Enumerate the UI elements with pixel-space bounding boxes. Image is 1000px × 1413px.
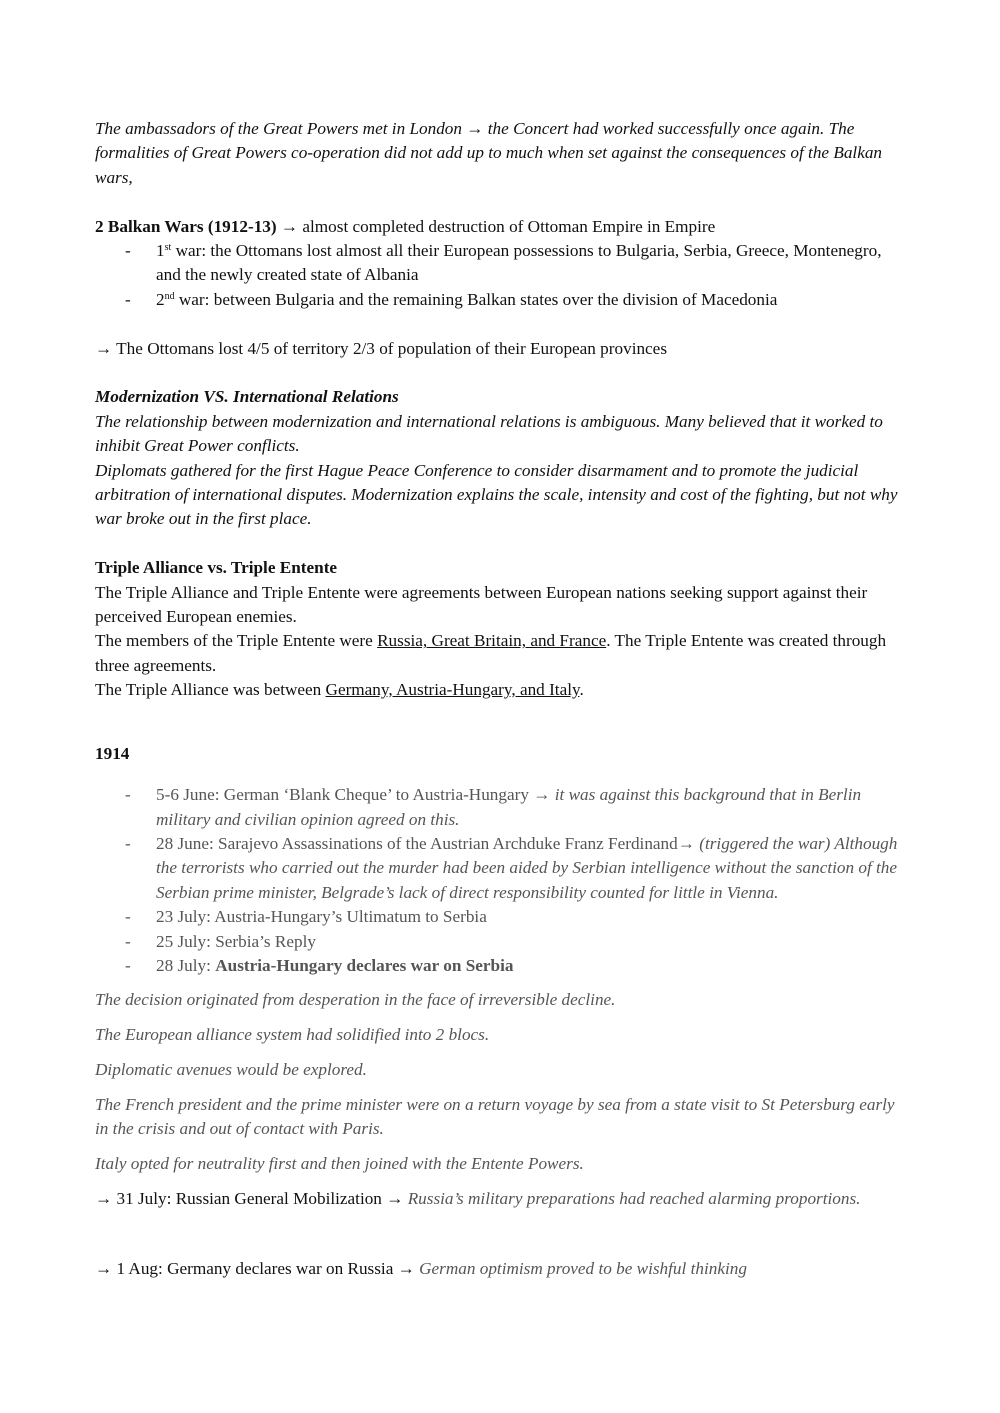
list-item: - 5-6 June: German ‘Blank Cheque’ to Austria-Hungary → it was against this background that in Berlin military and civilian opinion agreed on this. xyxy=(125,785,862,829)
list-dash: - xyxy=(125,931,131,951)
list-item: - 25 July: Serbia’s Reply xyxy=(95,930,905,954)
timeline-1914-list xyxy=(95,783,905,978)
year-1914-heading: 1914 xyxy=(95,743,130,763)
balkan-wars-line xyxy=(95,215,905,239)
list-item: - 23 July: Austria-Hungary’s Ultimatum to Serbia xyxy=(95,905,905,929)
alliances-paragraph-3: The Triple Alliance was between Germany, Austria-Hungary, and Italy. xyxy=(95,680,584,700)
modernization-paragraph-1: The relationship between modernization and international relations is ambiguous. Many believed that it worked to inhibit Great Power conflicts. xyxy=(95,411,883,456)
entente-members-link[interactable]: Russia, Great Britain, and France xyxy=(377,631,607,651)
germany-declaration: → 1 Aug: Germany declares war on Russia → German optimism proved to be wishful thinking xyxy=(95,1258,747,1278)
intro-paragraph: The ambassadors of the Great Powers met in London → the Concert had worked successfully once again. The formalities of Great Powers co-operation did not add up to much when set against the consequences of the Balkan wars, xyxy=(95,119,883,187)
balkan-wars-heading: 2 Balkan Wars (1912-13) xyxy=(95,216,277,236)
list-dash: - xyxy=(125,907,131,927)
note-paragraph: The European alliance system had solidified into 2 blocs. xyxy=(95,1025,490,1045)
ottoman-losses: → The Ottomans lost 4/5 of territory 2/3 of population of their European provinces xyxy=(95,338,668,358)
alliances-paragraph-1: The Triple Alliance and Triple Entente were agreements between European nations seeking support against their perceived European enemies. xyxy=(95,582,868,627)
note-paragraph: The decision originated from desperation in the face of irreversible decline. xyxy=(95,990,616,1010)
list-dash: - xyxy=(125,241,131,261)
list-dash: - xyxy=(125,955,131,975)
list-dash: - xyxy=(125,289,131,309)
list-item: - 2nd war: between Bulgaria and the remaining Balkan states over the division of Macedonia xyxy=(95,288,905,312)
balkan-wars-summary: → almost completed destruction of Ottoman Empire in Empire xyxy=(276,216,716,236)
list-item: - 28 June: Sarajevo Assassinations of the Austrian Archduke Franz Ferdinand→ (triggered the war) Although the terrorists who carried out the murder had been aided by Serbian intelligence without the sanction of the Serbian prime minister, Belgrade’s lack of direct responsibility counted for little in Vienna. xyxy=(125,833,898,902)
russian-mobilization: → 31 July: Russian General Mobilization → Russia’s military preparations had reached alarming proportions. xyxy=(95,1189,861,1209)
list-dash: - xyxy=(125,833,131,853)
note-paragraph: Italy opted for neutrality first and then joined with the Entente Powers. xyxy=(95,1154,584,1174)
alliance-members-link[interactable]: Germany, Austria-Hungary, and Italy xyxy=(325,680,580,700)
alliances-heading: Triple Alliance vs. Triple Entente xyxy=(95,558,338,578)
modernization-paragraph-2: Diplomats gathered for the first Hague Peace Conference to consider disarmament and to promote the judicial arbitration of international disputes. Modernization explains the scale, intensity and cost of the fighting, but not why war broke out in the first place. xyxy=(95,460,898,529)
document-body xyxy=(95,117,905,1281)
balkan-wars-list xyxy=(95,239,905,312)
note-paragraph: Diplomatic avenues would be explored. xyxy=(95,1060,367,1080)
list-dash: - xyxy=(125,785,131,805)
note-paragraph: The French president and the prime minister were on a return voyage by sea from a state visit to St Petersburg early in the crisis and out of contact with Paris. xyxy=(95,1095,895,1139)
list-item: - 28 July: Austria-Hungary declares war on Serbia xyxy=(95,954,905,978)
alliances-paragraph-2: The members of the Triple Entente were Russia, Great Britain, and France. The Triple Entente was created through three agreements. xyxy=(95,631,887,675)
list-item: - 1st war: the Ottomans lost almost all their European possessions to Bulgaria, Serbia, Greece, Montenegro, and the newly created state of Albania xyxy=(125,241,882,285)
modernization-heading: Modernization VS. International Relations xyxy=(95,387,399,407)
